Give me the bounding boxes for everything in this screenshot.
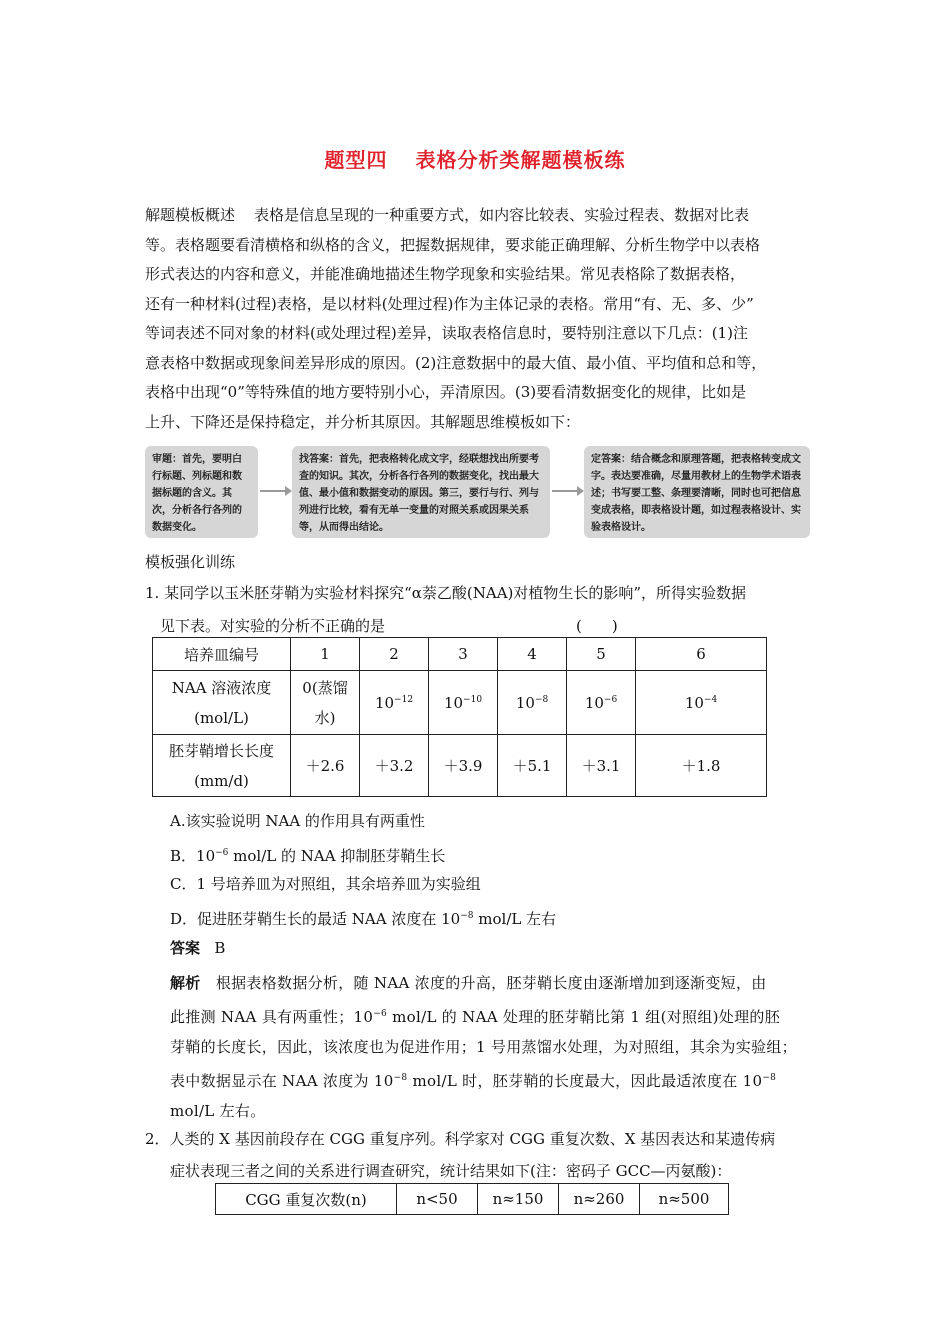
question-1-stem: 1. 某同学以玉米胚芽鞘为实验材料探究“α萘乙酸(NAA)对植物生长的影响”，所得实验数据 (145, 584, 747, 602)
option-b: B．$10^{-6}$ mol/L 的 NAA 抑制胚芽鞘生长 (170, 847, 446, 865)
naa-data-table (152, 637, 767, 797)
option-d: D．促进胚芽鞘生长的最适 NAA 浓度在 $10^{-8}$ mol/L 左右 (170, 910, 557, 928)
section-label: 模板强化训练 (145, 553, 236, 571)
flow-box-determine-answer: 定答案：结合概念和原理答题，把表格转变成文字。表达要准确，尽量用教材上的生物学术语表述；书写要工整、条理要清晰，同时也可把信息变成表格，即表格设计题，如过程表格设计、实验表格设计。 (584, 446, 810, 538)
table-row: 胚芽鞘增长长度 (mm/d) ＋2.6 ＋3.2 ＋3.9 ＋5.1 ＋3.1 ＋1.8 (153, 735, 767, 797)
answer-line: 答案 B (170, 939, 226, 957)
table-row: NAA 溶液浓度 (mol/L) 0(蒸馏 水) $10^{-12}$ $10^{-10}$ $10^{-8}$ $10^{-6}$ $10^{-4}$ (153, 671, 767, 735)
question-1-stem-cont: 见下表。对实验的分析不正确的是 (160, 617, 386, 635)
overview-label: 解题模板概述 (145, 206, 236, 224)
table-row: 培养皿编号 1 2 3 4 5 6 (153, 638, 767, 671)
flow-arrow-icon (552, 490, 582, 492)
question-2-stem-cont: 症状表现三者之间的关系进行调查研究，统计结果如下(注：密码子 GCC—丙氨酸)： (170, 1162, 732, 1180)
flow-box-find-answer: 找答案：首先，把表格转化成文字，经联想找出所要考查的知识。其次，分析各行各列的数据变化，找出最大值、最小值和数据变动的原因。第三，要行与行、列与列进行比较，看有无单一变量的对照关系或因果关系等，从而得出结论。 (292, 446, 550, 538)
analysis-paragraph: 解析 根据表格数据分析，随 NAA 浓度的升高，胚芽鞘长度由逐渐增加到逐渐变短，由 此推测 NAA 具有两重性；$10^{-6}$ mol/L 的 NAA 处理的胚芽鞘比第 1 组(对照组)处理的胚 芽鞘的长度长，因此，该浓度也为促进作用；1 号用蒸馏水处理，为对照组，其余为实验组； 表中数据显示在 NAA 浓度为 $10^{-8}$ mol/L 时，胚芽鞘的长度最大，因此最适浓度在 $10^{-8}$ mol/L 左右。 (170, 974, 797, 1120)
table-row: CGG 重复次数(n) n<50 n≈150 n≈260 n≈500 (216, 1184, 729, 1215)
flow-box-review: 审题：首先，要明白行标题、列标题和数据标题的含义。其次，分析各行各列的数据变化。 (145, 446, 258, 538)
flow-arrow-icon (260, 490, 290, 492)
page-title: 题型四 表格分析类解题模板练 (324, 148, 626, 172)
question-2-stem: 2．人类的 X 基因前段存在 CGG 重复序列。科学家对 CGG 重复次数、X 基因表达和某遗传病 (145, 1130, 776, 1148)
overview-paragraph: 解题模板概述 表格是信息呈现的一种重要方式，如内容比较表、实验过程表、数据对比表 等。表格题要看清横格和纵格的含义，把握数据规律，要求能正确理解、分析生物学中以表格 形式表达的内容和意义，并能准确地描述生物学现象和实验结果。常见表格除了数据表格， 还有一种材料(过程)表格，是以材料(处理过程)作为主体记录的表格。常用“有、无、多、少” 等词表述不同对象的材料(或处理过程)差异，读取表格信息时，要特别注意以下几点：(1)注 意表格中数据或现象间差异形成的原因。(2)注意数据中的最大值、最小值、平均值和总和等， 表格中出现“0”等特殊值的地方要特别小心，弄清原因。(3)要看清数据变化的规律，比如是 上升、下降还是保持稳定，并分析其原因。其解题思维模板如下： (145, 206, 767, 431)
cgg-repeat-table (215, 1183, 729, 1215)
option-a: A.该实验说明 NAA 的作用具有两重性 (170, 812, 425, 830)
answer-bracket: ( ) (576, 617, 618, 635)
option-c: C．1 号培养皿为对照组，其余培养皿为实验组 (170, 875, 481, 893)
thinking-template-flowchart (145, 446, 810, 540)
